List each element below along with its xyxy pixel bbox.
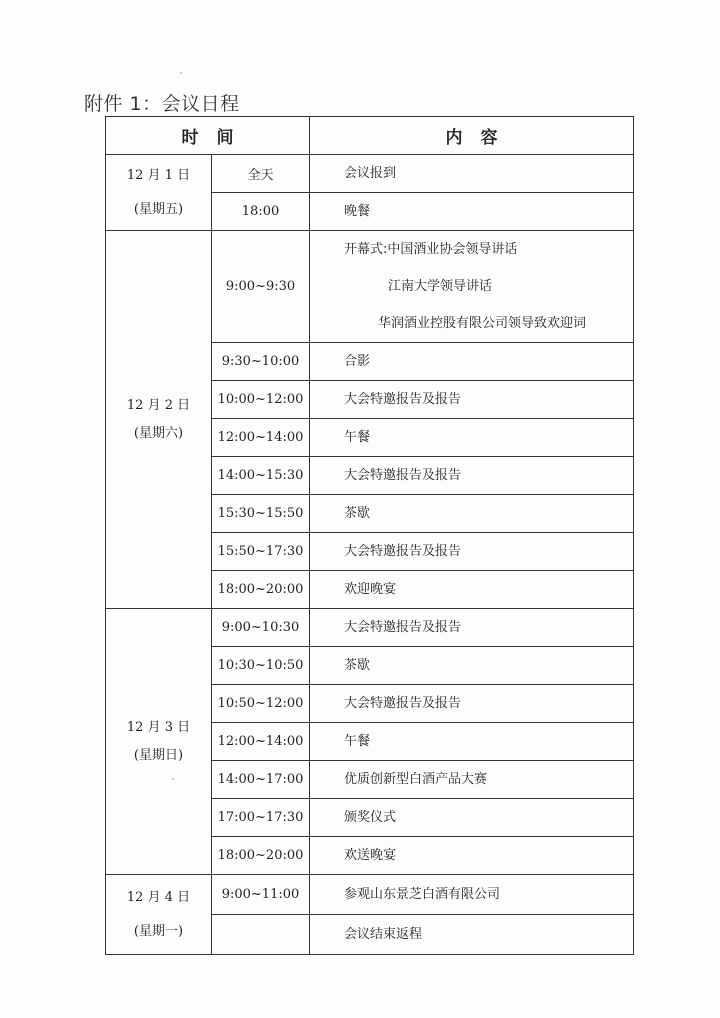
content-line: 大会特邀报告及报告 bbox=[344, 392, 462, 407]
time-cell bbox=[212, 915, 310, 955]
page-title: 附件 1：会议日程 bbox=[84, 93, 240, 115]
date-label: 12 月 1 日 bbox=[126, 167, 191, 183]
content-line: 大会特邀报告及报告 bbox=[344, 544, 462, 559]
content-line: 参观山东景芝白酒有限公司 bbox=[344, 887, 501, 902]
time-cell: 9:00~10:30 bbox=[212, 609, 310, 647]
header-content: 内容 bbox=[310, 117, 634, 155]
content-cell bbox=[310, 155, 634, 193]
time-cell: 18:00~20:00 bbox=[212, 571, 310, 609]
time-cell: 15:50~17:30 bbox=[212, 533, 310, 571]
content-line: 大会特邀报告及报告 bbox=[344, 696, 462, 711]
date-cell bbox=[106, 231, 212, 609]
content-line: 合影 bbox=[344, 354, 371, 369]
content-line: 茶歇 bbox=[344, 658, 371, 673]
time-cell: 全天 bbox=[212, 155, 310, 193]
time-cell: 12:00~14:00 bbox=[212, 419, 310, 457]
time-cell: 18:00 bbox=[212, 193, 310, 231]
content-line: 开幕式:中国酒业协会领导讲话 bbox=[344, 242, 518, 257]
content-line: 会议结束返程 bbox=[344, 927, 423, 942]
time-cell: 18:00~20:00 bbox=[212, 837, 310, 875]
content-cell bbox=[310, 533, 634, 571]
time-cell: 15:30~15:50 bbox=[212, 495, 310, 533]
content-line: 江南大学领导讲话 bbox=[388, 279, 493, 294]
schedule-table bbox=[105, 116, 634, 955]
content-line: 欢迎晚宴 bbox=[344, 582, 397, 597]
content-line: 午餐 bbox=[344, 734, 371, 749]
content-cell bbox=[310, 457, 634, 495]
date-label: 12 月 4 日 bbox=[126, 889, 191, 905]
content-line: 午餐 bbox=[344, 430, 371, 445]
content-line: 会议报到 bbox=[344, 166, 397, 181]
content-line: 优质创新型白酒产品大赛 bbox=[344, 772, 488, 787]
time-cell: 10:30~10:50 bbox=[212, 647, 310, 685]
weekday-label: (星期六) bbox=[133, 425, 184, 441]
weekday-label: (星期一) bbox=[133, 923, 184, 939]
content-cell bbox=[310, 875, 634, 915]
time-cell: 9:00~11:00 bbox=[212, 875, 310, 915]
content-cell bbox=[310, 799, 634, 837]
content-line: 晚餐 bbox=[344, 204, 371, 219]
content-cell bbox=[310, 343, 634, 381]
content-line: 大会特邀报告及报告 bbox=[344, 620, 462, 635]
content-cell bbox=[310, 381, 634, 419]
date-cell bbox=[106, 609, 212, 875]
time-cell: 10:50~12:00 bbox=[212, 685, 310, 723]
content-cell bbox=[310, 685, 634, 723]
time-cell: 10:00~12:00 bbox=[212, 381, 310, 419]
content-cell bbox=[310, 419, 634, 457]
time-cell: 14:00~17:00 bbox=[212, 761, 310, 799]
table-header-row bbox=[106, 117, 634, 155]
content-line: 华润酒业控股有限公司领导致欢迎词 bbox=[378, 316, 587, 331]
content-cell bbox=[310, 495, 634, 533]
schedule-body bbox=[106, 155, 634, 955]
weekday-label: (星期日) bbox=[133, 747, 184, 763]
time-cell: 14:00~15:30 bbox=[212, 457, 310, 495]
content-line: 颁奖仪式 bbox=[344, 810, 397, 825]
content-cell bbox=[310, 193, 634, 231]
content-cell bbox=[310, 647, 634, 685]
content-cell bbox=[310, 761, 634, 799]
header-time: 时间 bbox=[106, 117, 310, 155]
time-cell: 9:30~10:00 bbox=[212, 343, 310, 381]
date-label: 12 月 3 日 bbox=[126, 719, 191, 735]
content-line: 大会特邀报告及报告 bbox=[344, 468, 462, 483]
time-cell: 17:00~17:30 bbox=[212, 799, 310, 837]
content-line: 茶歇 bbox=[344, 506, 371, 521]
content-cell bbox=[310, 571, 634, 609]
time-cell: 12:00~14:00 bbox=[212, 723, 310, 761]
table-row bbox=[106, 609, 634, 647]
date-label: 12 月 2 日 bbox=[126, 397, 191, 413]
table-row bbox=[106, 231, 634, 343]
weekday-label: (星期五) bbox=[133, 201, 184, 217]
table-row bbox=[106, 875, 634, 915]
table-row bbox=[106, 155, 634, 193]
time-cell: 9:00~9:30 bbox=[212, 231, 310, 343]
content-cell bbox=[310, 915, 634, 955]
date-cell bbox=[106, 155, 212, 231]
content-cell bbox=[310, 609, 634, 647]
content-line: 欢送晚宴 bbox=[344, 848, 397, 863]
content-cell bbox=[310, 723, 634, 761]
date-cell bbox=[106, 875, 212, 955]
content-cell bbox=[310, 231, 634, 343]
content-cell bbox=[310, 837, 634, 875]
